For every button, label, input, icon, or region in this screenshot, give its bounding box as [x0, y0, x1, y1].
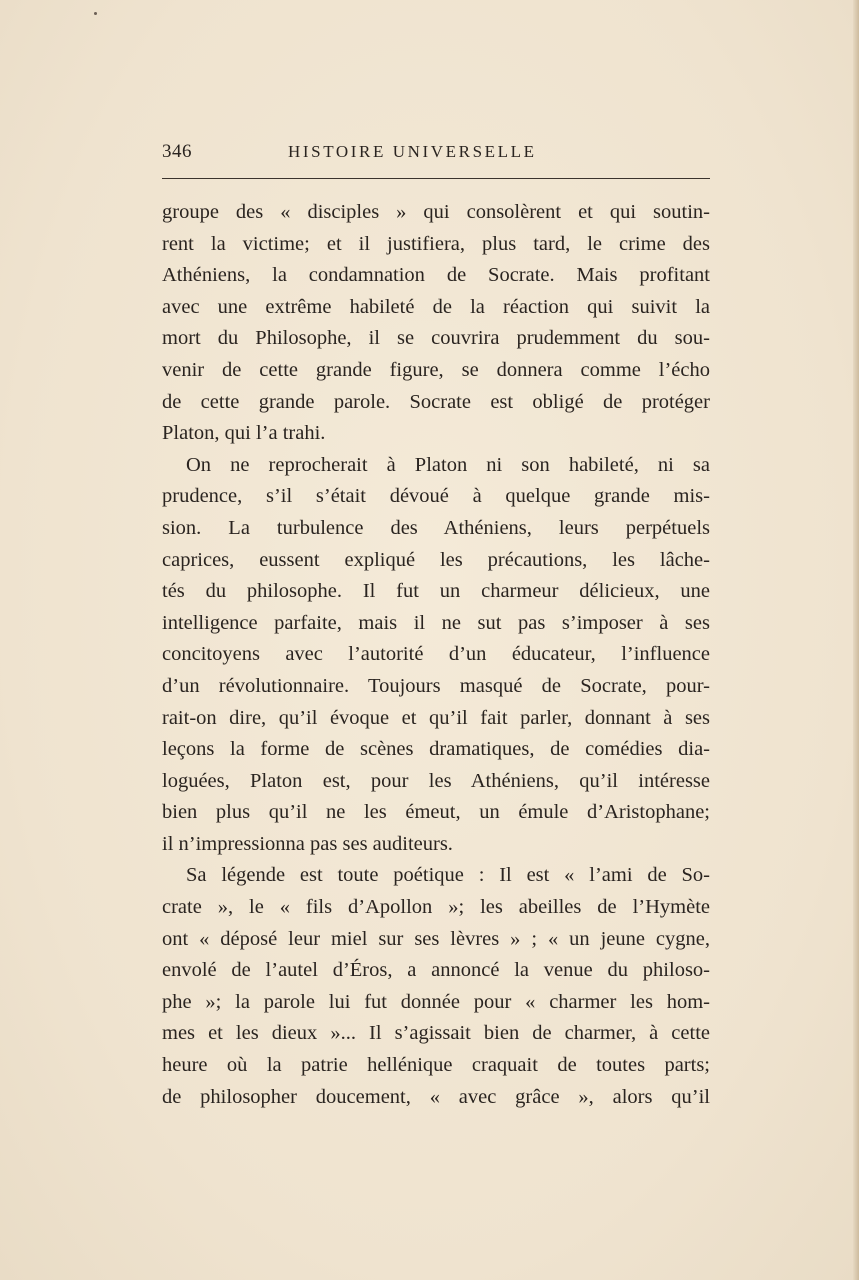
text-line: de cette grande parole. Socrate est obligé de protéger — [162, 390, 710, 413]
text-line: tés du philosophe. Il fut un charmeur délicieux, une — [162, 580, 710, 603]
text-line: bien plus qu’il ne les émeut, un émule d’Aristophane; — [162, 801, 710, 824]
text-line: caprices, eussent expliqué les précautions, les lâche- — [162, 548, 710, 571]
text-line: avec une extrême habileté de la réaction qui suivit la — [162, 295, 710, 318]
text-line: heure où la patrie hellénique craquait de toutes parts; — [162, 1054, 710, 1077]
running-header — [162, 141, 712, 167]
text-line: Platon, qui l’a trahi. — [162, 422, 326, 445]
text-line: concitoyens avec l’autorité d’un éducateur, l’influence — [162, 643, 710, 666]
text-line: Athéniens, la condamnation de Socrate. Mais profitant — [162, 264, 710, 287]
text-line: groupe des « disciples » qui consolèrent et qui soutin- — [162, 201, 710, 223]
text-line: de philosopher doucement, « avec grâce », alors qu’il — [162, 1085, 710, 1108]
text-line: phe »; la parole lui fut donnée pour « charmer les hom- — [162, 990, 710, 1013]
text-line: loguées, Platon est, pour les Athéniens, qu’il intéresse — [162, 769, 710, 792]
text-line: venir de cette grande figure, se donnera comme l’écho — [162, 358, 710, 381]
text-line: prudence, s’il s’était dévoué à quelque grande mis- — [162, 485, 710, 508]
header-rule — [162, 178, 710, 179]
text-line: ont « déposé leur miel sur ses lèvres » ; « un jeune cygne, — [162, 927, 710, 950]
text-line: mort du Philosophe, il se couvrira prudemment du sou- — [162, 327, 710, 350]
text-line: On ne reprocherait à Platon ni son habileté, ni sa — [186, 453, 710, 476]
text-line: sion. La turbulence des Athéniens, leurs perpétuels — [162, 516, 710, 539]
text-line: Sa légende est toute poétique : Il est « l’ami de So- — [186, 864, 710, 887]
text-line: d’un révolutionnaire. Toujours masqué de Socrate, pour- — [162, 674, 710, 697]
ink-speck — [94, 12, 97, 15]
text-line: rait-on dire, qu’il évoque et qu’il fait parler, donnant à ses — [162, 706, 710, 729]
text-line: envolé de l’autel d’Éros, a annoncé la venue du philoso- — [162, 959, 710, 982]
text-line: il n’impressionna pas ses auditeurs. — [162, 832, 453, 855]
text-line: rent la victime; et il justifiera, plus tard, le crime des — [162, 232, 710, 255]
body-text — [162, 197, 710, 1113]
page-edge — [853, 0, 859, 1280]
text-line: leçons la forme de scènes dramatiques, de comédies dia- — [162, 738, 710, 761]
text-line: intelligence parfaite, mais il ne sut pas s’imposer à ses — [162, 611, 710, 634]
page-number: 346 — [162, 141, 192, 162]
running-title: HISTOIRE UNIVERSELLE — [288, 142, 537, 161]
text-line: crate », le « fils d’Apollon »; les abeilles de l’Hymète — [162, 896, 710, 919]
text-line: mes et les dieux »... Il s’agissait bien de charmer, à cette — [162, 1022, 710, 1045]
